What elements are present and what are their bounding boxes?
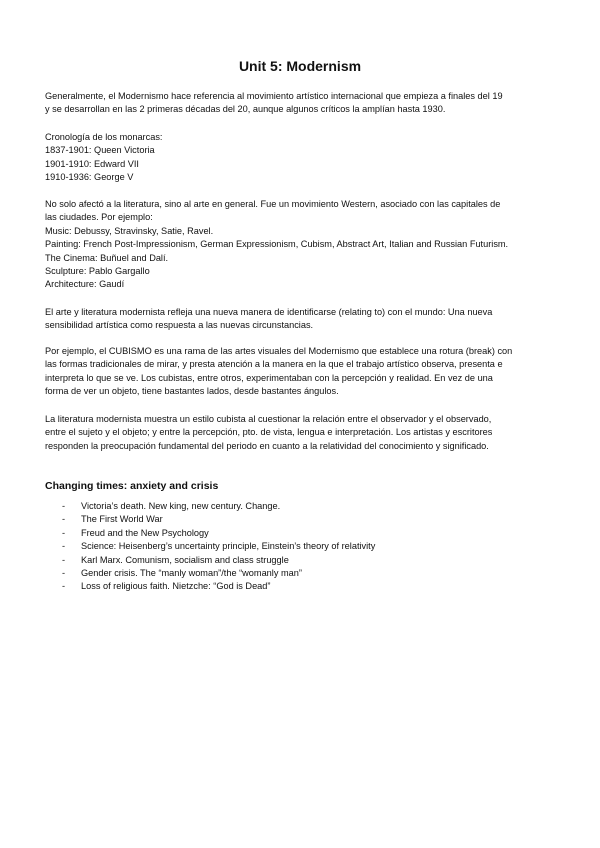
list-item [62,554,375,567]
page-title: Unit 5: Modernism [238,58,362,74]
text-line: entre el sujeto y el objeto; y entre la percepción, pto. de vista, lengua e interpretación. Los artistas y escritores [45,427,493,438]
bullet-dash: - [62,581,66,592]
text-line: las ciudades. Por ejemplo: [45,212,153,223]
list-item [62,567,375,580]
bullet-dash: - [62,514,66,525]
list-item-text: Freud and the New Psychology [81,527,209,538]
text-line: interpreta lo que se ve. Los cubistas, entre otros, experimentaban con la percepción y realidad. En vez de una [45,372,493,383]
paragraph-sensibility [45,306,492,333]
bullet-dash: - [62,527,66,538]
text-line: y se desarrollan en las 2 primeras décadas del 20, aunque algunos críticos la amplían hasta 1930. [45,104,446,115]
text-line: Cronología de los monarcas: [45,132,163,142]
changing-times-list [62,500,375,594]
paragraph-literature [45,413,492,453]
paragraph-cubism [45,345,512,399]
text-line: El arte y literatura modernista refleja una nueva manera de identificarse (relating to) con el mundo: Una nueva [45,307,493,317]
list-item [62,540,375,553]
text-line: Architecture: Gaudí [45,279,125,290]
bullet-dash: - [62,541,66,552]
bullet-dash: - [62,501,66,511]
text-line: las formas tradicionales de mirar, y presta atención a la manera en la que el trabajo artístico observa, presenta e [45,359,503,370]
text-line: La literatura modernista muestra un estilo cubista al cuestionar la relación entre el observador y el observado, [45,414,492,424]
bullet-dash: - [62,554,66,565]
list-item-text: Victoria’s death. New king, new century. Change. [81,501,281,511]
list-item-text: Science: Heisenberg’s uncertainty principle, Einstein’s theory of relativity [81,541,376,552]
list-item-text: The First World War [81,514,163,525]
list-item [62,527,375,540]
paragraph-arts [45,198,508,292]
bullet-dash: - [62,568,66,579]
list-item [62,513,375,526]
paragraph-intro [45,90,503,117]
list-item [62,580,375,593]
text-line: 1910-1936: George V [45,172,134,183]
paragraph-monarchs [45,131,162,185]
text-line: 1901-1910: Edward VII [45,158,139,169]
list-item-text: Loss of religious faith. Nietzche: “God is Dead” [81,581,271,592]
list-item-text: Karl Marx. Comunism, socialism and class struggle [81,554,289,565]
text-line: No solo afectó a la literatura, sino al arte en general. Fue un movimiento Western, asociado con las capitales de [45,199,501,209]
text-line: Sculpture: Pablo Gargallo [45,266,150,277]
text-line: forma de ver un objeto, tiene bastantes lados, desde bastantes ángulos. [45,386,339,397]
text-line: Generalmente, el Modernismo hace referencia al movimiento artístico internacional que empieza a finales del 19 [45,91,503,101]
section-heading: Changing times: anxiety and crisis [45,480,219,492]
text-line: responden la preocupación fundamental del periodo en cuanto a la relatividad del conocimiento y significado. [45,440,489,451]
text-line: The Cinema: Buñuel and Dalí. [45,252,169,263]
text-line: Painting: French Post-Impressionism, German Expressionism, Cubism, Abstract Art, Italian and Russian Futurism. [45,239,509,250]
text-line: 1837-1901: Queen Victoria [45,145,155,156]
list-item-text: Gender crisis. The “manly woman”/the “womanly man” [81,568,302,579]
text-line: Por ejemplo, el CUBISMO es una rama de las artes visuales del Modernismo que establece una rotura (break) con [45,346,513,356]
text-line: sensibilidad artística como respuesta a las nuevas circunstancias. [45,320,314,331]
text-line: Music: Debussy, Stravinsky, Satie, Ravel. [45,225,214,236]
list-item [62,500,375,513]
